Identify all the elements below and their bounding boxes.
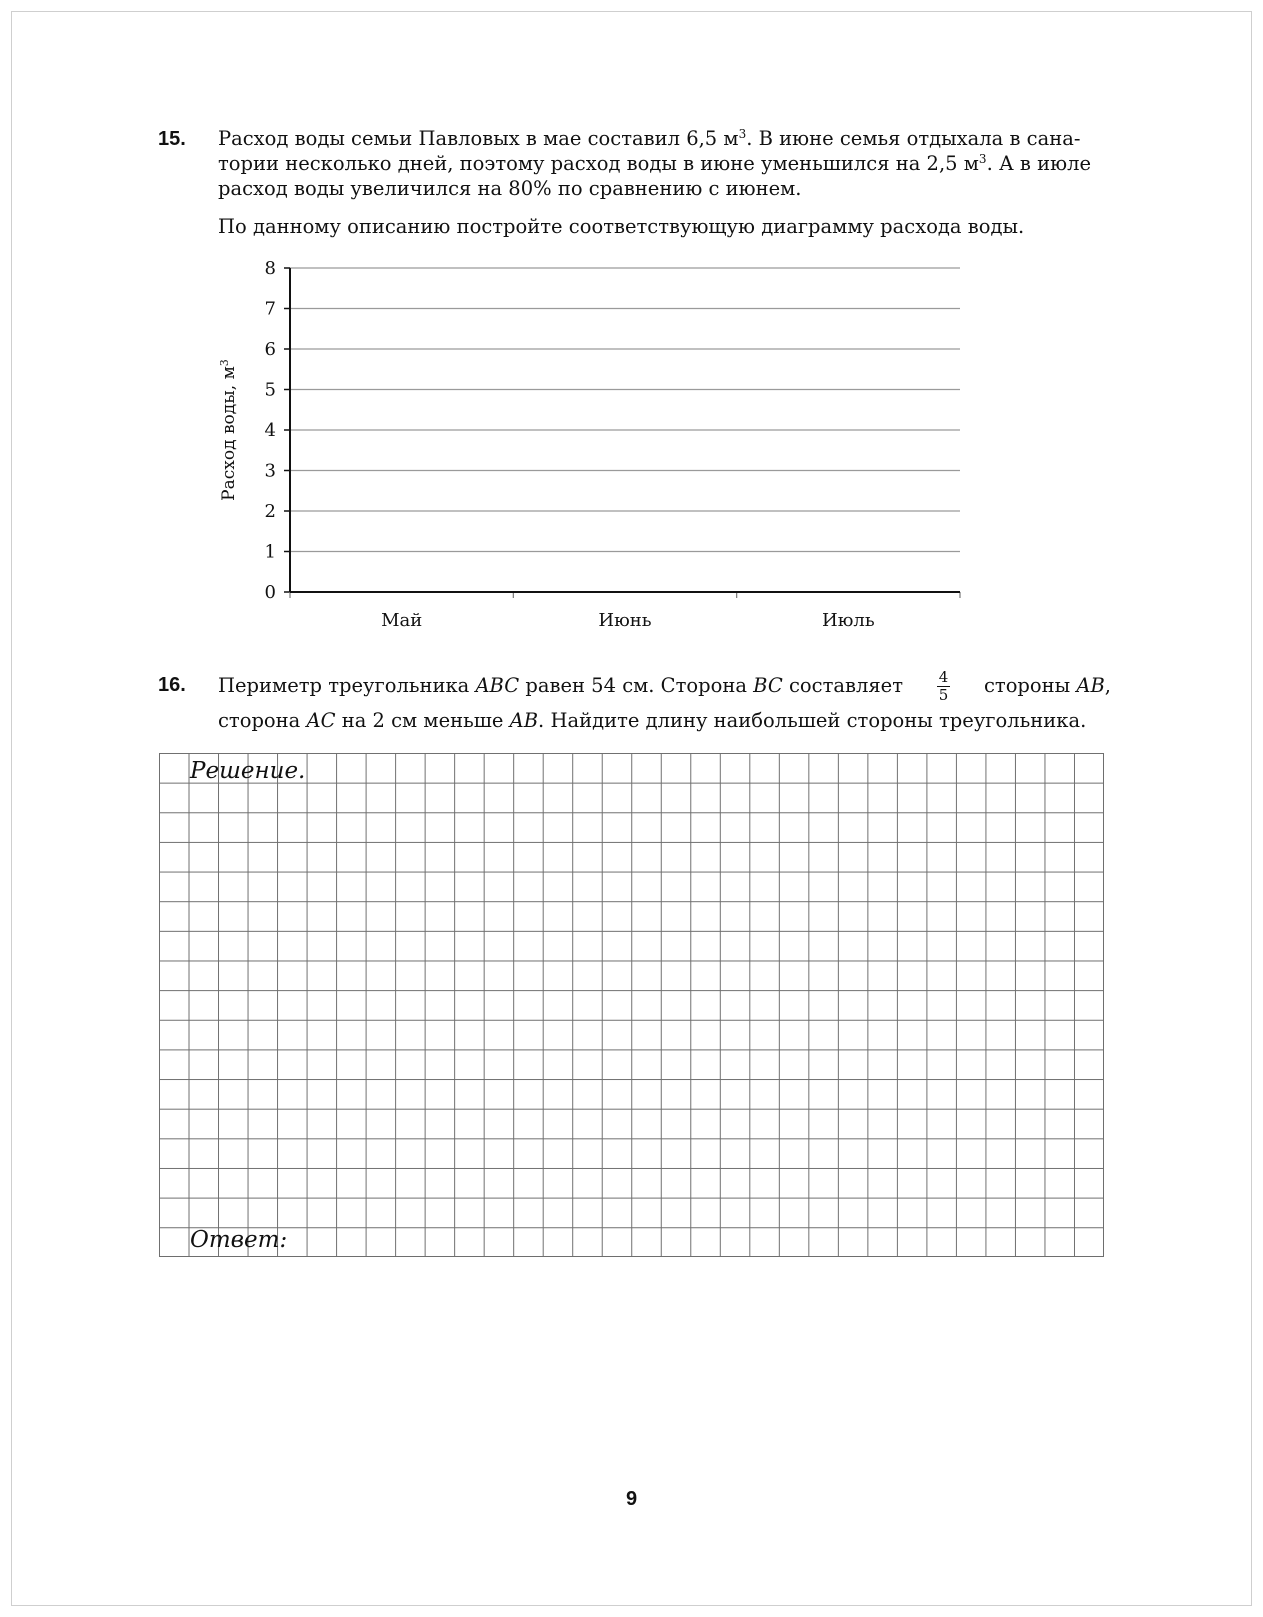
task-16-text: . Найдите длину наибольшей стороны треугольника. xyxy=(538,709,1087,732)
task-16-text: на 2 см меньше xyxy=(335,709,510,732)
y-tick-label-4: 4 xyxy=(264,420,276,441)
task-15-line-2-end: . А в июле xyxy=(986,152,1092,175)
y-tick-label-1: 1 xyxy=(264,541,276,563)
y-axis-label-superscript: 3 xyxy=(217,359,231,367)
grid-lines xyxy=(290,268,960,552)
task-16-text: Периметр треугольника xyxy=(218,674,476,698)
triangle-abc: ABC xyxy=(475,674,520,698)
solution-label: Решение. xyxy=(190,758,306,784)
y-tick-label-5: 5 xyxy=(264,379,276,401)
x-tick-label-1: Июнь xyxy=(598,610,652,631)
task-15-number: 15. xyxy=(158,128,186,150)
y-tick-labels xyxy=(265,258,290,603)
task-16-number: 16. xyxy=(158,674,186,696)
y-tick-label-6: 6 xyxy=(264,339,276,360)
cubic-superscript: 3 xyxy=(978,152,987,166)
task-15-text-line-2 xyxy=(218,151,1111,177)
page-number: 9 xyxy=(625,1488,638,1510)
task-16-text: стороны xyxy=(983,674,1077,698)
answer-grid[interactable] xyxy=(159,753,1104,1257)
y-tick-label-8: 8 xyxy=(264,258,276,279)
task-15-text-line-3: расход воды увеличился на 80% по сравнению с июнем. xyxy=(218,177,802,200)
task-15-line-1-end: . В июне семья отдыхала в сана- xyxy=(746,127,1081,150)
task-16-text: равен 54 см. Сторона xyxy=(519,674,754,698)
x-tick-label-0: Май xyxy=(381,610,423,631)
y-axis-label: Расход воды, $м^3$ xyxy=(217,359,239,501)
fraction-four-fifths xyxy=(937,669,951,704)
cubic-superscript: 3 xyxy=(738,127,747,141)
y-tick-label-0: 0 xyxy=(264,582,276,603)
side-bc: BC xyxy=(753,674,783,698)
fraction-numerator: 4 xyxy=(938,667,949,686)
x-tick-labels xyxy=(290,592,960,631)
water-usage-chart xyxy=(210,240,970,640)
task-16-text: , xyxy=(1104,674,1111,698)
answer-label: Ответ: xyxy=(190,1227,288,1253)
task-16-text: сторона xyxy=(218,709,307,732)
x-tick-label-2: Июль xyxy=(822,610,875,631)
task-16-line-1-left xyxy=(218,673,903,699)
task-15-line-2-start: тории несколько дней, поэтому расход воды в июне уменьшился на 2,5 м xyxy=(218,152,979,175)
side-ab: AB xyxy=(509,709,539,732)
fraction-denominator: 5 xyxy=(938,685,949,704)
task-16-text: составляет xyxy=(782,674,903,698)
y-tick-label-3: 3 xyxy=(264,460,276,482)
task-16-text-line-2 xyxy=(218,708,1111,734)
y-tick-label-7: 7 xyxy=(264,298,276,320)
task-15-instruction: По данному описанию постройте соответствующую диаграмму расхода воды. xyxy=(218,215,1025,238)
task-15-text-line-1 xyxy=(218,126,1111,152)
side-ab: AB xyxy=(1076,674,1105,698)
side-ac: AC xyxy=(306,709,336,732)
task-15-line-1-start: Расход воды семьи Павловых в мае составил 6,5 м xyxy=(218,127,739,150)
task-16-text-line-1 xyxy=(218,665,1111,707)
y-tick-label-2: 2 xyxy=(264,501,276,522)
task-16-line-1-right xyxy=(984,673,1111,699)
